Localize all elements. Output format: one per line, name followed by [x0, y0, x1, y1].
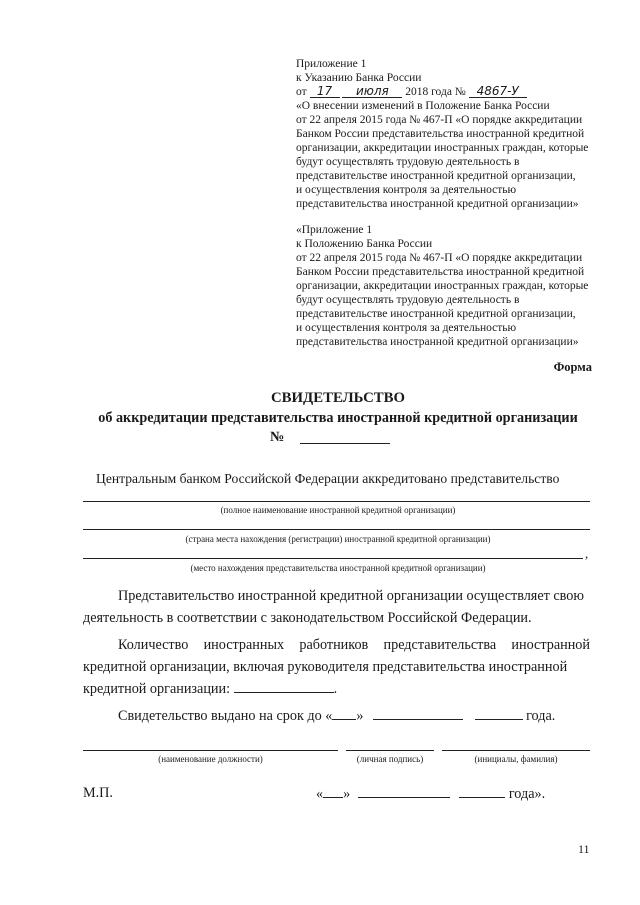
- appendix-2-line: и осуществления контроля за деятельностью: [296, 322, 517, 334]
- appendix-1-line: представительстве иностранной кредитной организации,: [296, 170, 576, 182]
- appendix-2-line: организации, аккредитации иностранных граждан, которые: [296, 280, 589, 292]
- appendix-1-line: будут осуществлять трудовую деятельность в: [296, 156, 520, 168]
- certificate-number-blank: [300, 443, 390, 444]
- stamp-month-blank: [358, 785, 450, 798]
- paragraph-1-line: Представительство иностранной кредитной организации осуществляет свою: [118, 588, 584, 604]
- appendix-2-line: от 22 апреля 2015 года № 467-П «О порядке аккредитации: [296, 252, 583, 264]
- location-line: [83, 558, 583, 559]
- signature-caption: (личная подпись): [356, 754, 424, 764]
- paragraph-2-period: .: [333, 681, 338, 697]
- form-label: Форма: [553, 360, 592, 374]
- number-sign: №: [270, 429, 285, 445]
- appendix-1-line: Приложение 1: [296, 58, 367, 70]
- full-name-line: [83, 501, 590, 502]
- date-prefix: от: [296, 86, 307, 98]
- handwritten-day: 17: [310, 86, 340, 98]
- position-line: [83, 750, 338, 751]
- workers-count-blank: [234, 680, 334, 693]
- country-caption: (страна места нахождения (регистрации) иностранной кредитной организации): [185, 534, 491, 544]
- stamp-mp: М.П.: [83, 785, 113, 801]
- appendix-1-date-line: [296, 86, 527, 100]
- appendix-2-line: к Положению Банка России: [296, 238, 433, 250]
- accredited-text: Центральным банком Российской Федерации аккредитовано представительство: [96, 471, 560, 486]
- paragraph-2-line: кредитной организации, включая руководителя представительства иностранной: [83, 659, 568, 675]
- stamp-date-line: [316, 785, 545, 803]
- appendix-1-line: к Указанию Банка России: [296, 72, 422, 84]
- date-year: 2018 года №: [405, 86, 466, 98]
- appendix-1-line: «О внесении изменений в Положение Банка России: [296, 100, 550, 112]
- validity-prefix: Свидетельство выдано на срок до «: [118, 708, 333, 724]
- appendix-2-line: представительстве иностранной кредитной организации,: [296, 308, 576, 320]
- country-line: [83, 529, 590, 530]
- full-name-caption: (полное наименование иностранной кредитной организации): [220, 505, 456, 515]
- handwritten-number: 4867-У: [469, 86, 527, 98]
- appendix-2-line: Банком России представительства иностранной кредитной: [296, 266, 585, 278]
- stamp-quote-close: »: [343, 786, 351, 802]
- location-comma: ,: [585, 546, 589, 561]
- document-title: СВИДЕТЕЛЬСТВО: [270, 390, 406, 406]
- validity-year-blank: [475, 707, 523, 720]
- validity-month-blank: [373, 707, 463, 720]
- validity-line: [118, 707, 555, 725]
- validity-quote-close: »: [356, 708, 364, 724]
- appendix-1-line: и осуществления контроля за деятельностью: [296, 184, 517, 196]
- initials-caption: (инициалы, фамилия): [474, 754, 558, 764]
- stamp-day-blank: [323, 785, 343, 798]
- validity-suffix: года.: [526, 708, 556, 724]
- appendix-1-line: представительства иностранной кредитной организации»: [296, 198, 579, 210]
- appendix-1-line: от 22 апреля 2015 года № 467-П «О порядке аккредитации: [296, 114, 583, 126]
- appendix-2-line: будут осуществлять трудовую деятельность в: [296, 294, 520, 306]
- signature-line: [346, 750, 434, 751]
- paragraph-2-text: кредитной организации:: [83, 681, 231, 697]
- appendix-1-line: организации, аккредитации иностранных граждан, которые: [296, 142, 589, 154]
- validity-day-blank: [332, 707, 356, 720]
- paragraph-2-line: Количество иностранных работников представительства иностранной: [118, 637, 590, 653]
- document-subtitle: об аккредитации представительства иностранной кредитной организации: [98, 410, 578, 426]
- position-caption: (наименование должности): [158, 754, 263, 764]
- initials-line: [442, 750, 590, 751]
- appendix-2-line: «Приложение 1: [296, 224, 373, 236]
- appendix-1-line: Банком России представительства иностранной кредитной: [296, 128, 585, 140]
- stamp-suffix: года».: [508, 786, 546, 802]
- paragraph-2-line-3: [83, 680, 337, 698]
- paragraph-1-line: деятельность в соответствии с законодательством Российской Федерации.: [83, 610, 532, 626]
- appendix-2-line: представительства иностранной кредитной организации»: [296, 336, 579, 348]
- stamp-year-blank: [459, 785, 505, 798]
- page-number: 11: [578, 842, 590, 856]
- stamp-quote-open: «: [316, 786, 324, 802]
- handwritten-month: июля: [342, 86, 402, 98]
- location-caption: (место нахождения представительства иностранной кредитной организации): [190, 563, 486, 573]
